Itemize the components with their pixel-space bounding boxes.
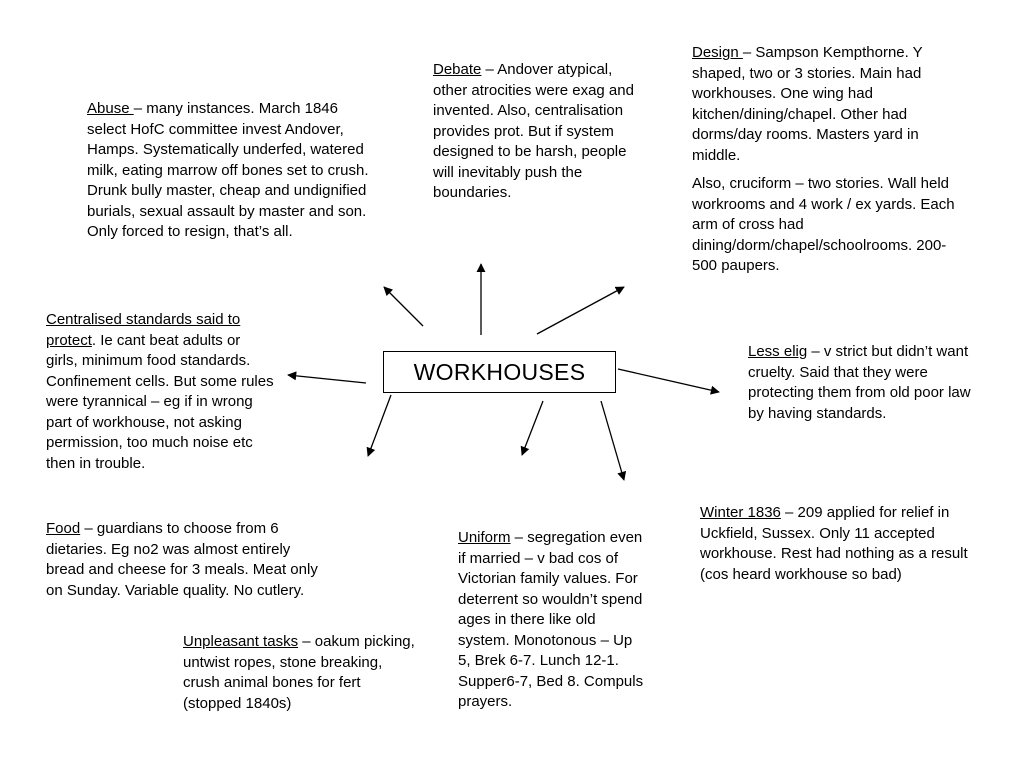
note-winter-1836-heading: Winter 1836 [700,504,781,521]
note-food [46,519,328,601]
note-winter-1836-body: – 209 applied for relief in Uckfield, Sussex. Only 11 accepted workhouse. Rest had nothing as a result (cos heard workhouse so bad) [700,504,968,583]
note-debate [433,60,643,204]
note-centralised-body: . Ie cant beat adults or girls, minimum food standards. Confinement cells. But some rules were tyrannical – eg if in wrong part of workhouse, not asking permission, too much noise etc then in trouble. [46,331,274,472]
note-centralised [46,310,276,474]
note-uniform [458,528,646,713]
arrow-to-winter [601,401,624,480]
note-unpleasant-tasks [183,632,415,714]
arrow-to-centralised [288,375,366,383]
note-food-body: – guardians to choose from 6 dietaries. Eg no2 was almost entirely bread and cheese for 3 meals. Meat only on Sunday. Variable quality. No cutlery. [46,520,318,599]
note-food-heading: Food [46,520,81,537]
note-winter-1836 [700,503,970,585]
note-less-elig [748,342,980,424]
arrow-to-food [368,395,391,456]
arrow-to-design [537,287,624,334]
note-design-body: – Sampson Kempthorne. Y shaped, two or 3 stories. Main had workhouses. One wing had kitchen/dining/chapel. Other had dorms/day rooms. Masters yard in middle. [692,44,923,164]
note-abuse-heading: Abuse [87,100,134,117]
note-design-para2: Also, cruciform – two stories. Wall held workrooms and 4 work / ex yards. Each arm of cross had dining/dorm/chapel/schoolrooms. 200-500 paupers. [692,175,955,274]
note-less-elig-heading: Less elig [748,343,808,360]
note-unpleasant-tasks-body: – oakum picking, untwist ropes, stone breaking, crush animal bones for fert (stopped 1840s) [183,633,415,712]
note-centralised-heading: Centralised standards said to protect [46,311,241,349]
note-debate-body: – Andover atypical, other atrocities were exag and invented. Also, centralisation provides prot. But if system designed to be harsh, people will inevitably push the boundaries. [433,61,634,201]
note-less-elig-body: – v strict but didn’t want cruelty. Said that they were protecting them from old poor law by having standards. [748,343,971,422]
center-topic-label: WORKHOUSES [413,358,586,385]
note-uniform-heading: Uniform [458,529,511,546]
note-design-heading: Design [692,44,743,61]
note-debate-heading: Debate [433,61,482,78]
note-abuse [87,99,377,243]
note-unpleasant-tasks-heading: Unpleasant tasks [183,633,299,650]
arrow-to-uniform [522,401,543,455]
center-topic-box [383,351,616,393]
note-abuse-body: – many instances. March 1846 select HofC committee invest Andover, Hamps. Systematically underfed, watered milk, eating marrow off bones set to crush. Drunk bully master, cheap and undignified burials, sexual assault by master and son. Only forced to resign, that’s all. [87,100,369,240]
note-design [692,43,962,285]
arrow-to-less-elig [618,369,719,392]
arrow-to-abuse [384,287,423,326]
note-uniform-body: – segregation even if married – v bad cos of Victorian family values. For deterrent so wouldn’t spend ages in there like old system. Monotonous – Up 5, Brek 6-7. Lunch 12-1. Supper6-7, Bed 8. Compuls prayers. [458,529,644,710]
